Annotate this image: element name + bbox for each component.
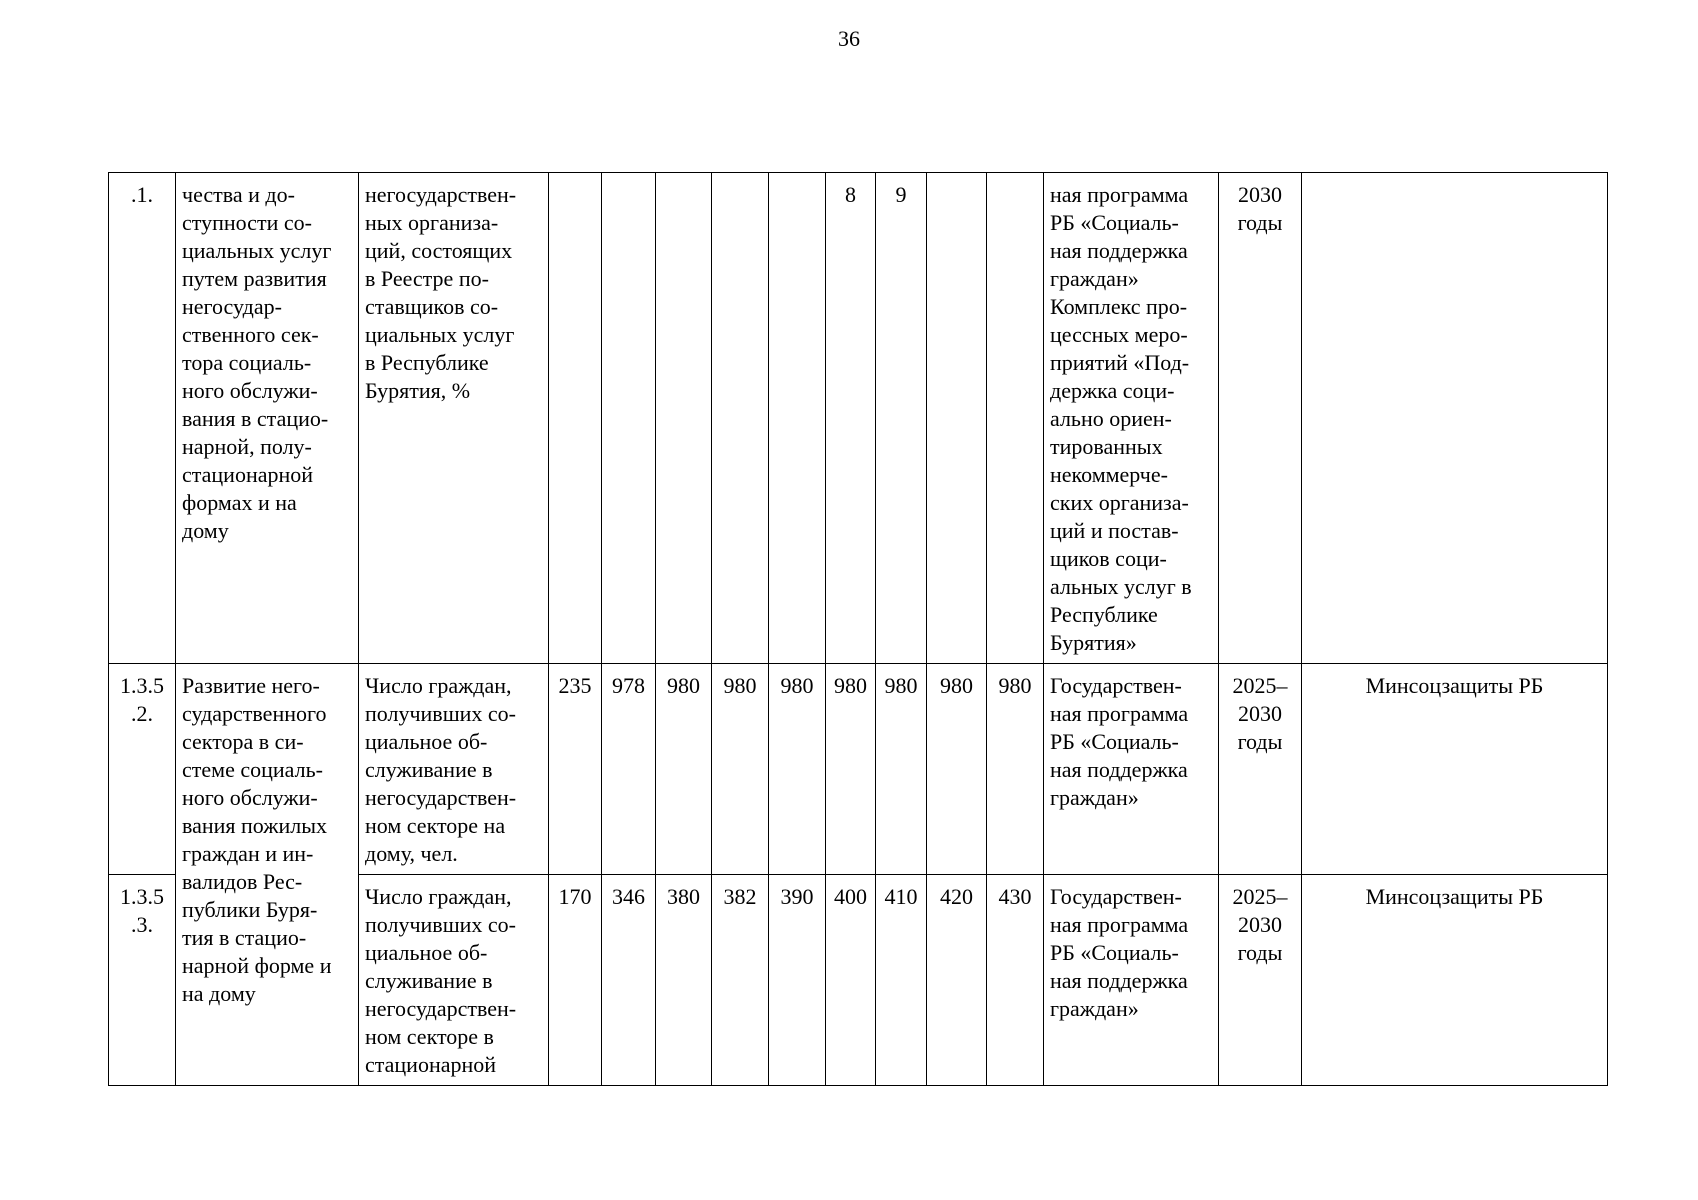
indicators-table bbox=[108, 172, 1608, 1086]
value-cell: 980 bbox=[826, 664, 876, 875]
table-row bbox=[109, 173, 1608, 664]
page-number: 36 bbox=[838, 26, 860, 51]
value-cell: 978 bbox=[602, 664, 656, 875]
period-cell: 2025– 2030 годы bbox=[1219, 875, 1302, 1086]
program-cell: Государствен- ная программа РБ «Социаль- ная поддержка граждан» bbox=[1044, 875, 1219, 1086]
value-cell: 380 bbox=[656, 875, 712, 1086]
program-cell: Государствен- ная программа РБ «Социаль- ная поддержка граждан» bbox=[1044, 664, 1219, 875]
table-row bbox=[109, 664, 1608, 875]
value-cell: 980 bbox=[712, 664, 769, 875]
responsible-cell: Минсоцзащиты РБ bbox=[1302, 875, 1608, 1086]
value-cell: 410 bbox=[876, 875, 927, 1086]
indicator-cell: Число граждан, получивших со- циальное об- служивание в негосударствен- ном секторе на дому, чел. bbox=[359, 664, 549, 875]
value-cell: 235 bbox=[549, 664, 602, 875]
task-cell: чества и до- ступности со- циальных услуг путем развития негосудар- ственного сек- тора социаль- ного обслужи- вания в стацио- нарной, полу- стационарной формах и на дому bbox=[176, 173, 359, 664]
value-cell: 382 bbox=[712, 875, 769, 1086]
value-cell bbox=[927, 173, 987, 664]
value-cell bbox=[987, 173, 1044, 664]
value-cell: 980 bbox=[927, 664, 987, 875]
row-number: .1. bbox=[109, 173, 176, 664]
period-cell: 2025– 2030 годы bbox=[1219, 664, 1302, 875]
value-cell: 9 bbox=[876, 173, 927, 664]
period-cell: 2030 годы bbox=[1219, 173, 1302, 664]
responsible-cell: Минсоцзащиты РБ bbox=[1302, 664, 1608, 875]
value-cell bbox=[656, 173, 712, 664]
value-cell: 8 bbox=[826, 173, 876, 664]
row-number: 1.3.5 .3. bbox=[109, 875, 176, 1086]
task-cell: Развитие него- сударственного сектора в си- стеме социаль- ного обслужи- вания пожилых граждан и ин- валидов Рес- публики Буря- тия в стацио- нарной форме и на дому bbox=[176, 664, 359, 1086]
value-cell: 980 bbox=[876, 664, 927, 875]
value-cell: 980 bbox=[656, 664, 712, 875]
indicator-cell: негосударствен- ных организа- ций, состоящих в Реестре по- ставщиков со- циальных услуг в Республике Бурятия, % bbox=[359, 173, 549, 664]
value-cell: 980 bbox=[987, 664, 1044, 875]
value-cell: 420 bbox=[927, 875, 987, 1086]
program-cell: ная программа РБ «Социаль- ная поддержка граждан» Комплекс про- цессных меро- приятий «Под- держка соци- ально ориен- тированных некоммерче- ских организа- ций и постав- щиков соци- альных услуг в Республике Бурятия» bbox=[1044, 173, 1219, 664]
indicator-cell: Число граждан, получивших со- циальное об- служивание в негосударствен- ном секторе в стационарной bbox=[359, 875, 549, 1086]
value-cell bbox=[549, 173, 602, 664]
row-number: 1.3.5 .2. bbox=[109, 664, 176, 875]
value-cell: 390 bbox=[769, 875, 826, 1086]
value-cell: 430 bbox=[987, 875, 1044, 1086]
value-cell: 346 bbox=[602, 875, 656, 1086]
value-cell: 980 bbox=[769, 664, 826, 875]
responsible-cell bbox=[1302, 173, 1608, 664]
value-cell: 170 bbox=[549, 875, 602, 1086]
value-cell bbox=[602, 173, 656, 664]
value-cell bbox=[712, 173, 769, 664]
value-cell: 400 bbox=[826, 875, 876, 1086]
value-cell bbox=[769, 173, 826, 664]
